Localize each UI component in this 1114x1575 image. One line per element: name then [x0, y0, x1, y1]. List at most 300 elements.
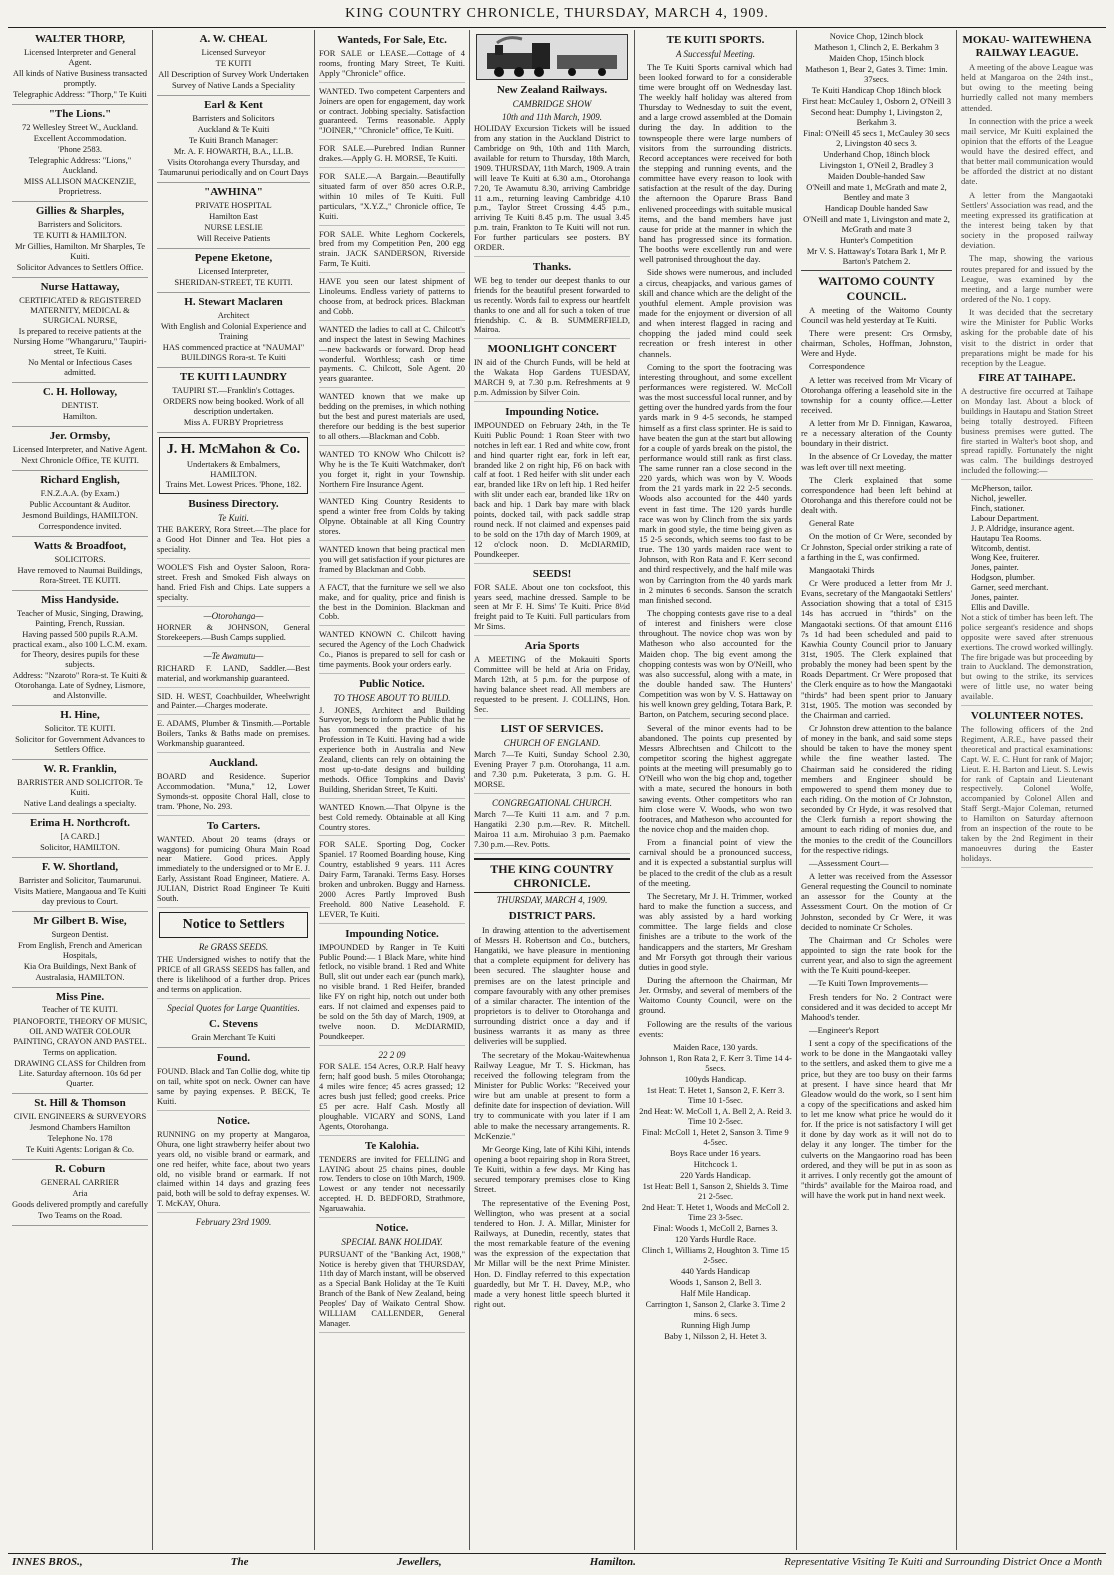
result-line: Running High Jump: [681, 1320, 750, 1331]
col2-ad-line: Hamilton East: [209, 211, 258, 222]
col1-ad-line: Teacher of Music, Singing, Drawing, Painting, French, Russian.: [16, 608, 144, 629]
col1-ad-line: BARRISTER AND SOLICITOR. Te Kuiti.: [17, 777, 143, 798]
col1-ad-line: Address: "Nzaroto" Rora-st. Te Kuiti & Otorohanga. Late of Sydney, Lismore, and Alstonville.: [12, 670, 148, 701]
result-line: O'Neill and mate 1, Livingston and mate 2, McGrath and mate 3: [803, 214, 950, 235]
col1-ad-name: Erima H. Northcroft.: [30, 817, 130, 830]
col2-ad-line: Licensed Interpreter,: [198, 266, 269, 277]
fire-list-item: Wong Kee, fruiterer.: [971, 553, 1040, 563]
col1-ad-line: Native Land dealings a specialty.: [23, 798, 137, 809]
col1-ad-line: Have removed to Naumai Buildings, Rora-Street. TE KUITI.: [17, 565, 143, 586]
col1-ad-name: Watts & Broadfoot,: [33, 540, 127, 553]
footer-mid3: Hamilton.: [589, 1556, 636, 1569]
sports-paragraph: Following are the results of the various events:: [639, 1018, 792, 1039]
impound-date-3: 22 2 09: [378, 1049, 406, 1060]
stevens-line: Grain Merchant Te Kuiti: [191, 1032, 276, 1043]
col2-ad-name: H. Stewart Maclaren: [184, 296, 283, 309]
bank-holiday-sub: SPECIAL BANK HOLIDAY.: [341, 1237, 443, 1248]
aria-sports-text: A MEETING of the Mokauiti Sports Committee will be held at Aria on Friday, March 12th, at 5 p.m. for the purpose of having balance sheet read. All members are requested to be present. J. COLLINS, Hon. Sec.: [474, 655, 630, 718]
col2-ad-line: All Description of Survey Work Undertaken: [158, 69, 309, 79]
sports-sub: A Successful Meeting.: [675, 48, 756, 59]
col2-ad-name: A. W. CHEAL: [199, 33, 268, 45]
volunteer-text: The following officers of the 2nd Regiment, A.R.E., have passed their theoretical and practical examinations: Capt. W. E. C. Hunt for rank of Major; Lieut. E. H. Barton and Lieut. S. Lewis for rank of Captain and Lieutenant respectively. Colonel Wolfe, accompanied by Colonel Allen and Staff Sergt.-Major Coleman, returned to Hamilton on Saturday afternoon from an inspection of the route to be taken by the 2nd Regiment in their manoeuvres during the Easter holidays.: [961, 725, 1093, 868]
result-line: Carrington 1, Sanson 2, Clarke 3. Time 2 mins. 6 secs.: [645, 1299, 786, 1320]
seeds-text: FOR SALE. About one ton cocksfoot, this years seed, machine dressed. Sample to be seen at Mr F. H. Sims' Te Kuiti. Price 8½d freight paid to Te Kuiti. Full particulars from Mr Sims.: [474, 583, 630, 637]
col1-ad-name: WALTER THORP,: [34, 33, 126, 45]
col2-ad-name: Earl & Kent: [204, 99, 263, 112]
mcmahon-line1: Undertakers & Embalmers, HAMILTON.: [186, 458, 281, 479]
classified-item: A FACT, that the furniture we sell we also make, and for quality, price and finish is the best in the Dominion. Blackman and Cobb.: [319, 583, 465, 627]
col1-ad-name: F. W. Shortland,: [41, 861, 119, 874]
column-6: [797, 30, 957, 1550]
result-line: Final: O'Neill 45 secs 1, McCauley 30 secs 2, Livingston 40 secs 3.: [803, 128, 950, 149]
impound-title-4: Impounding Notice.: [505, 405, 599, 418]
result-line: Matheson 1, Clinch 2, E. Berkahm 3: [814, 42, 939, 53]
footer-mid1: The: [230, 1556, 249, 1569]
council-paragraph: —Engineer's Report: [809, 1024, 880, 1035]
congregational-text: March 7—Te Kuiti 11 a.m. and 7 p.m. Hangatiki 2.30 p.m.—Rev. R. Mitchell. Mairoa 11 a.m. Mirohuiao 3 p.m. Paemako 7.30 p.m.—Rev. Potts.: [474, 810, 630, 854]
sports-paragraph: Side shows were numerous, and included a circus, cheapjacks, and various games of skill and chance which are the delight of the youthful element. Ample provision was made for the enjoyment or diversion of all and when interest flagged in racing and chopping the jaded mind could seek recreation or fresh interest in other channels.: [639, 267, 792, 359]
col1-ad-line: Public Accountant & Auditor.: [29, 499, 131, 510]
classified-item: HAVE you seen our latest shipment of Linoleums. Endless variety of patterns to choose from, at bedrock prices. Blackman and Cobb.: [319, 277, 465, 321]
classified-item: FOR SALE. White Leghorn Cockerels, bred from my Competition Pen, 200 egg strain. JACK SANDERSON, Riverside Farm, Te Kuiti.: [319, 230, 465, 274]
fire-list-item: Ellis and Daville.: [971, 603, 1030, 613]
col1-ad-line: F.N.Z.A.A. (by Exam.): [40, 488, 120, 499]
district-par: In drawing attention to the advertisement of Messrs H. Robertson and Co., butchers, Hangatiki, we have pleasure in mentioning that a complete equipment for delivery has been secured. The slaughter house and premises are on the latest principle and compare favourably with any other premises of a similar character. The intention of the proprietors is to deliver to Otorohanga and surrounding district once a day and if business warrants it as many as three deliveries will be supplied.: [474, 924, 630, 1047]
col1-ad-line: SOLICITORS.: [54, 554, 106, 565]
col1-ad-name: Jer. Ormsby,: [49, 430, 111, 443]
council-paragraph: A letter was received from Mr Vicary of Otorohanga offering a leasehold site in the township for a county office.—Letter received.: [801, 374, 952, 415]
column-2: [153, 30, 315, 1550]
col2-ad-line: HAS commenced practice at "NAUMAI" BUILDINGS Rora-st. Te Kuiti: [162, 342, 305, 363]
col2-ad-line: Te Kuiti Branch Manager:: [188, 135, 279, 146]
notice-title: Notice.: [217, 1114, 250, 1127]
col1-ad-name: "The Lions.": [48, 108, 112, 121]
bank-holiday-text: PURSUANT of the "Banking Act, 1908," Notice is hereby given that THURSDAY, 11th day of March instant, will be observed as a Special Bank Holiday at the Te Kuiti Branch of the Bank of New Zealand, being Peoples' Day of Waikato Central Show. WILLIAM CALLENDER, General Manager.: [319, 1250, 465, 1333]
col2-ad: [157, 30, 310, 96]
league-paragraph: A meeting of the above League was held at Mangaroa on the 24th inst., but owing to the meeting being hurriedly called not many members attended.: [961, 61, 1093, 113]
col1-ad-line: PIANOFORTE, THEORY OF MUSIC, OIL AND WATER COLOUR PAINTING, CRAYON AND PASTEL.: [12, 1015, 148, 1046]
col1-ad-line: GENERAL CARRIER: [40, 1176, 120, 1187]
col1-ad-line: Excellent Accommodation.: [33, 133, 127, 144]
result-line: 1st Heat: T. Hetet 1, Sanson 2, F. Kerr 3. Time 10 1-5sec.: [646, 1084, 785, 1105]
classified-item: FOR SALE. Sporting Dog, Cocker Spaniel. 17 Roomed Boarding house, King Country, established 9 years. 111 Acres Dairy Farm, Taranaki. Terms Easy. Horses broken and unbroken. Buggy and Harness. 2000 Acres Partly Improved Bush Freehold. 800 Native Leasehold. F. LEVER, Te Kuiti.: [319, 840, 465, 923]
col1-ad-line: Having passed 500 pupils R.A.M. practical exam., also 100 L.C.M. exam. for Theory, desires pupils for these subjects.: [12, 629, 148, 670]
col1-ad-line: Jesmond Chambers Hamilton: [29, 1121, 131, 1132]
fire-list-item: Garner, seed merchant.: [971, 583, 1049, 593]
result-line: Baby 1, Nilsson 2, H. Hetet 3.: [664, 1331, 767, 1342]
council-paragraph: A meeting of the Waitomo County Council was held yesterday at Te Kuiti.: [801, 304, 952, 325]
result-line: First heat: McCauley 1, Osborn 2, O'Neill 3: [801, 96, 952, 107]
classified-item: FOR SALE or LEASE.—Cottage of 4 rooms, fronting Mary Street, Te Kuiti. Apply "Chronicle" office.: [319, 49, 465, 83]
col2-ad-name: TE KUITI LAUNDRY: [179, 371, 288, 384]
col1-ad: [12, 858, 148, 912]
directory-item: WOOLE'S Fish and Oyster Saloon, Rora-street. Fresh and Smoked Fish always on hand. Fried Fish and Chips. Late suppers a specialty.: [157, 563, 310, 607]
council-paragraph: Cr Johnston drew attention to the balance of money in the bank, and said some steps should be taken to have the money spent while the fine weather lasted. The Chairman said he considered the riding members and Engineer should be empowered to spend them money due to each riding. On the motion of Cr Johnston, seconded by Cr Hyde, it was resolved that the Clerk furnish a report showing the amount to each riding of monies due, and the monies to the credit of the Councillors for the respective ridings.: [801, 723, 952, 855]
fire-list-item: Jones, painter.: [971, 563, 1019, 573]
council-paragraph: There were present: Crs Ormsby, chairman, Scholes, Hoffman, Johnston, Were and Hyde.: [801, 327, 952, 359]
railways-text: HOLIDAY Excursion Tickets will be issued from any station in the Auckland District to Cambridge on 9th, 10th and 11th March, available for return to Thursday, 18th March, 1909. THURSDAY, 11th March, 1909. A train will leave Te Kuiti at 6.30 a.m., Otorohanga 7.20, Te Awamutu 8.30, arriving Cambridge 11 a.m., returning leaving Cambridge 4.10 p.m., Taylor Street Crossing 4.45 p.m., arriving Te Kuiti 8.45 p.m. The usual 3.45 p.m. train, Frankton to Te Kuiti will not run. For further particulars see posters. BY ORDER.: [474, 124, 630, 257]
concert-title: MOONLIGHT CONCERT: [487, 343, 617, 356]
col1-ad: [12, 912, 148, 987]
settlers-tail: Special Quotes for Large Quantities.: [167, 1002, 300, 1013]
railways-sub: CAMBRIDGE SHOW: [512, 98, 592, 109]
church-england: CHURCH OF ENGLAND.: [503, 737, 601, 748]
congregational: CONGREGATIONAL CHURCH.: [491, 797, 612, 808]
classified-item: WANTED known that we make up bedding on the premises, in which nothing but the best and purest materials are used, therefore our bedding is the best superior to all others.—Blackman and Cobb.: [319, 392, 465, 446]
grass-seeds-sub: Re GRASS SEEDS.: [198, 942, 269, 953]
column-7: [957, 30, 1097, 1550]
wanteds-title: Wanteds, For Sale, Etc.: [337, 34, 447, 46]
col1-ad-line: Jesmond Buildings, HAMILTON.: [22, 510, 138, 521]
impound-text-4: IMPOUNDED on February 24th, in the Te Kuiti Public Pound: 1 Roan Steer with two notches in left ear. 1 Red and white cow, front and hind quarter right ear, fork in left ear, branded like 2 on right hip, F6 on back with calf at foot. 1 Red heifer with slit under each ear, branded like 1Rv on left hip. 1 Red heifer with slit under each ear, branded like 1Rv on back and hip. 1 Dark bay mare with black points, docked tail, with pack saddle strap round neck. If not claimed and expenses paid to be sold on the 17th day of March 1909, at 12 o'clock noon. D. McDIARMID, Poundkeeper.: [474, 421, 630, 564]
col1-ad-name: Richard English,: [40, 474, 120, 487]
col1-ad-line: All kinds of Native Business transacted promptly.: [12, 68, 148, 89]
business-directory-title: Business Directory.: [188, 497, 279, 510]
notice-date: February 23rd 1909.: [195, 1217, 272, 1228]
fire-list-item: J. P. Aldridge, insurance agent.: [971, 523, 1075, 533]
result-line: Johnson 1, Ron Rata 2, F. Kerr 3. Time 14 4-5secs.: [639, 1052, 792, 1073]
result-line: 220 Yards Handicap.: [680, 1169, 751, 1180]
col1-ad-line: Barristers and Solicitors.: [37, 219, 123, 230]
district-par: The secretary of the Mokau-Waitewhenua Railway League, Mr T. S. Hickman, has received the following telegram from the Minister for Public Works: "Received your wire but am unable at present to form a definite date for inspection of deviation. Will try to communicate with you later if I am able to make the necessary arrangements. R. McKenzie.": [474, 1049, 630, 1141]
col1-ad-line: Telegraphic Address: "Lions," Auckland.: [28, 155, 132, 176]
col2-ad-line: PRIVATE HOSPITAL: [195, 200, 272, 211]
col1-ad-line: Licensed Interpreter and General Agent.: [23, 46, 137, 67]
fire-list-item: Jones, painter.: [971, 593, 1019, 603]
result-line: Final: McColl 1, Hetet 2, Sanson 3. Time 9 4-5sec.: [642, 1126, 789, 1147]
church-england-text: March 7—Te Kuiti, Sunday School 2.30, Evening Prayer 7 p.m. Otorohanga, 11 a.m. and 7.30 p.m. Puketerata, 3 p.m. G. H. MORSE.: [474, 750, 630, 794]
awamutu-heading: —Te Awamutu—: [203, 651, 264, 662]
col1-ad-line: From English, French and American Hospitals,: [18, 940, 142, 961]
classified-item: WANTED known that being practical men you will get satisfaction if your pictures are framed by Blackman and Cobb.: [319, 545, 465, 579]
col1-ad: [12, 30, 148, 105]
fire-list-item: Witcomb, dentist.: [971, 543, 1031, 553]
col1-ad-line: Solicitor. TE KUITI.: [44, 723, 116, 734]
mcmahon-line2: Trains Met. Lowest Prices. 'Phone, 182.: [165, 478, 302, 489]
col1-ad-line: Solicitor, HAMILTON.: [40, 842, 120, 853]
fire-list-item: McPherson, tailor.: [971, 484, 1033, 494]
result-line: Half Mile Handicap.: [680, 1288, 751, 1299]
col1-ad-line: Telegraphic Address: "Thorp," Te Kuiti: [13, 89, 147, 100]
result-line: Hunter's Competition: [839, 235, 914, 246]
mcmahon-ad: [159, 437, 308, 494]
col1-ad-line: 72 Wellesley Street W., Auckland.: [21, 122, 139, 133]
directory-item: RICHARD F. LAND, Saddler.—Best material, and workmanship guaranteed.: [157, 664, 310, 688]
col1-ad-line: MISS ALLISON MACKENZIE, Proprietress.: [23, 176, 137, 197]
col1-ad-line: CERTIFICATED & REGISTERED MATERNITY, MEDICAL & SURGICAL NURSE,: [19, 295, 141, 326]
result-line: Maiden Double-handed Saw: [827, 171, 926, 182]
directory-item: SID. H. WEST, Coachbuilder, Wheelwright and Painter.—Charges moderate.: [157, 692, 310, 716]
fire-list-item: Hautapu Tea Rooms.: [971, 533, 1042, 543]
carters-text: WANTED. About 20 teams (drays or waggons) for pumicing Ohura Main Road near Matiere. Good prices. Apply immediately to the undersigned or to Mr E. J. Early, Assistant Road Engineer, Matiere. A. JULIAN, District Road Engineer Te Kuiti South.: [157, 835, 310, 908]
col2-ad-line: Barristers and Solicitors: [192, 113, 275, 123]
league-title: MOKAU- WAITEWHENA RAILWAY LEAGUE.: [962, 34, 1092, 59]
directory-item: HORNER & JOHNSON, General Storekeepers.—Bush Camps supplied.: [157, 623, 310, 647]
railways-dates: 10th and 11th March, 1909.: [502, 111, 602, 122]
league-paragraph: A letter from the Mangaotaki Settlers' Association was read, and the meeting expressed its gratification at the interest being taken by that society in the proposed railway deviation.: [961, 189, 1093, 251]
council-paragraph: —Assessment Court—: [809, 857, 889, 868]
masthead: KING COUNTRY CHRONICLE, THURSDAY, MARCH 4, 1909.: [8, 6, 1106, 28]
aria-sports-title: Aria Sports: [524, 640, 580, 653]
sports-paragraph: From a financial point of view the carnival should be a pronounced success, and it is expected a substantial surplus will be placed to the credit of the club as a result of the meeting.: [639, 837, 792, 888]
result-line: Handicap Double handed Saw: [824, 203, 929, 214]
impound-text-3: IMPOUNDED by Ranger in Te Kuiti Public Pound:— 1 Black Mare, white hind fetlock, no visible brand. 1 Red and White Bull, slit out under each ear (punch mark), no visible brand. 1 Red Heifer, branded like FY on right hip, notch out under both ears. If not claimed and expenses paid to be sold on the 5th day of March, 1909, at twelve noon. D. McDIARMID, Poundkeeper.: [319, 943, 465, 1046]
vicary-forsale: FOR SALE. 154 Acres, O.R.P. Half heavy fern; half good bush. 5 miles Otorohanga; 4 miles wire fence; 45 acres grassed; 12 acres bush just felled; good creeks. Price £5 per acre. Half Cash. Mostly all ploughable. VICARY and SONS, Land Agents, Otorohanga.: [319, 1062, 465, 1135]
col2-ad-line: Licensed Surveyor: [201, 46, 266, 57]
col2-ad-line: NURSE LESLIE: [204, 222, 263, 233]
col1-ad-name: W. R. Franklin,: [43, 763, 117, 776]
council-paragraph: In the absence of Cr Loveday, the matter was left over till next meeting.: [801, 451, 952, 472]
fire-list-item: Finch, stationer.: [971, 503, 1025, 513]
public-notice-text: J. JONES, Architect and Building Surveyor, begs to inform the Public that he has commenced the practice of his Profession in Te Kuiti. Having had a wide experience both in Australia and New Zealand, clients can rely on obtaining the most up-to-date designs and building methods. Office Tompkins and Davis' Building, Sheridan Street, Te Kuiti.: [319, 706, 465, 799]
col1-ad-line: Aria: [72, 1187, 88, 1198]
kalohia-text: TENDERS are invited for FELLING and LAYING about 25 chains pines, double row. Tenders to close on 10th March, 1909. Lowest or any tender not necessarily accepted. H. D. BEDFORD, Strathmore, Ngaruawahia.: [319, 1155, 465, 1218]
fire-list-item: Hodgson, plumber.: [971, 573, 1035, 583]
col1-ad-line: 'Phone 2583.: [57, 144, 103, 155]
footer-ad: [8, 1553, 1106, 1571]
column-4: [470, 30, 635, 1550]
col1-ad-line: Two Teams on the Road.: [37, 1209, 123, 1220]
chronicle-date: THURSDAY, MARCH 4, 1909.: [496, 895, 608, 906]
seeds-title: SEEDS!: [532, 567, 572, 580]
col1-ad-line: Correspondence invited.: [38, 521, 122, 532]
result-line: 440 Yards Handicap: [681, 1266, 750, 1277]
fire-tail: Not a stick of timber has been left. The police sergeant's residence and shops opposite were saved after strenuous exertions. The crowd worked willingly. The fire brigade was but proceeding by train to Auckland. The demonstration, but owing to the strike, its services were of little use, no water being available.: [961, 613, 1093, 706]
col2-ad-line: ORDERS now being booked. Work of all description undertaken.: [162, 396, 305, 417]
result-line: 100yds Handicap.: [684, 1073, 747, 1084]
classified-item: WANTED Known.—That Olpyne is the best Cold remedy. Obtainable at all King Country stores.: [319, 803, 465, 837]
council-paragraph: The Chairman and Cr Scholes were appointed to sign the rate book for the current year, and also to sign the agreement with the Te Kuiti pound-keeper.: [801, 934, 952, 976]
council-paragraph: A letter from Mr D. Finnigan, Kawaroa, re a necessary alteration of the County boundary in their district.: [801, 418, 952, 449]
council-paragraph: On the motion of Cr Were, seconded by Cr Johnston, Special order striking a rate of a farthing in the £, was confirmed.: [801, 531, 952, 562]
locomotive-icon: [477, 35, 627, 79]
council-paragraph: A letter was received from the Assessor General requesting the Council to nominate an assessor for the County at the Assessment Court. On the motion of Cr Johnston, seconded by Cr Were, it was decided to nominate Cr Scholes.: [801, 870, 952, 932]
result-line: Novice Chop, 12inch block: [829, 31, 924, 41]
col2-ad-line: Will Receive Patients: [196, 233, 271, 244]
col1-ad-line: CIVIL ENGINEERS & SURVEYORS: [13, 1110, 147, 1121]
otorohanga-heading: —Otorohanga—: [203, 610, 264, 621]
col2-ad-line: SHERIDAN-STREET, TE KUITI.: [174, 277, 293, 288]
notice-to-settlers-title: Notice to Settlers: [159, 912, 308, 939]
thanks-title: Thanks.: [532, 260, 572, 273]
result-line: Livingston 1, O'Neil 2, Bradley 3: [819, 160, 934, 171]
sports-title: TE KUITI SPORTS.: [666, 34, 765, 46]
result-line: Underhand Chop, 18inch block: [823, 149, 930, 160]
auckland-heading: Auckland.: [209, 757, 258, 770]
classified-item: FOR SALE.—A Bargain.—Beautifully situated farm of over 850 acres O.R.P., within 10 miles of Te Kuiti. Full particulars, "X.Y.Z.," Chronicle office, Te Kuiti.: [319, 172, 465, 226]
council-paragraph: Correspondence: [809, 361, 865, 372]
result-line: 2nd Heat: T. Hetet 1, Woods and McColl 2. Time 23 3-5sec.: [641, 1202, 790, 1223]
result-line: Matheson 1, Bear 2, Gates 3. Time: 1min. 37secs.: [805, 64, 948, 85]
col1-ad: [12, 706, 148, 760]
result-line: 2nd Heat: W. McColl 1, A. Bell 2, A. Reid 3. Time 10 2-5sec.: [639, 1105, 792, 1126]
fire-list-item: Labour Department.: [971, 513, 1039, 523]
col2-ad-line: Auckland & Te Kuiti: [197, 124, 270, 135]
directory-item: BOARD and Residence. Superior Accommodation. "Muna," 12, Lower Symonds-st. opposite Choral Hall, close to tram. 'Phone, No. 293.: [157, 772, 310, 816]
footer-mid2: Jewellers,: [396, 1556, 442, 1569]
col2-ad-name: "AWHINA": [204, 186, 263, 199]
result-line: Te Kuiti Handicap Chop 18inch block: [811, 85, 942, 96]
sports-paragraph: Several of the minor events had to be abandoned. The points cup presented by Messrs Albrechtsen and Chilcott to the competitor scoring the highest aggregate points at the meeting will presumably go to O'Neill who won the big chop and, together with a mate, secured the honours in both sawing events. Other competitors who ran him close were V. Woods, who won two footraces, and Matheson who accounted for the novice chop and the maiden chop.: [639, 722, 792, 834]
footer-right: Representative Visiting Te Kuiti and Surrounding District Once a Month: [784, 1556, 1102, 1569]
col1-ad: [12, 278, 148, 383]
sports-paragraph: During the afternoon the Chairman, Mr Jer. Ormsby, and several of members of the Waitomo County Council, were on the ground.: [639, 974, 792, 1016]
col2-ad-line: Mr. A. F. HOWARTH, B.A., LL.B.: [173, 146, 294, 157]
col1-ad-line: Visits Matiere, Mangaoua and Te Kuiti day previous to Court.: [13, 886, 147, 907]
fire-list-item: Nichol, jeweller.: [971, 494, 1027, 504]
directory-item: THE BAKERY, Rora Street.—The place for a Good Hot Dinner and Tea. Hot pies a speciality.: [157, 525, 310, 559]
col2-ad-line: Survey of Native Lands a Speciality: [172, 80, 295, 91]
col1-ad: [12, 105, 148, 202]
col1-ad-name: Miss Pine.: [55, 990, 105, 1003]
result-line: Second heat: Dumphy 1, Livingston 2, Berkahm 3.: [810, 107, 943, 128]
business-directory-place: Te Kuiti.: [218, 512, 249, 523]
result-line: 120 Yards Hurdle Race.: [675, 1234, 756, 1245]
notice-text: RUNNING on my property at Mangaroa, Ohura, one light strawberry heifer about two years old, no visible brand or earmark, and one red heifer, white face, about two years old, no visible brand or earmark. If not claimed within 14 days and grazing fees paid, both will be sold to defray expenses. W. T. McKAY, Ohura.: [157, 1130, 310, 1213]
chronicle-title: THE KING COUNTRY CHRONICLE.: [474, 858, 630, 893]
col1-ad-line: Kia Ora Buildings, Next Bank of Australasia, HAMILTON.: [23, 961, 137, 982]
fire-title: FIRE AT TAIHAPE.: [978, 372, 1076, 385]
concert-text: IN aid of the Church Funds, will be held at the Wakata Hop Gardens TUESDAY, MARCH 9, at 7.30 p.m. Refreshments at 9 p.m. Admission by Silver Coin.: [474, 358, 630, 402]
col1-ad-name: St. Hill & Thomson: [34, 1096, 126, 1109]
col1-ad-line: Licensed Interpreter, and Native Agent.: [12, 444, 148, 455]
col1-ad: [12, 988, 148, 1094]
col1-ad-name: Nurse Hattaway,: [40, 281, 120, 294]
fire-text: A destructive fire occurred at Taihape on Monday last. About a block of buildings in Hautapu and Station Street being totally destroyed. Fifteen business premises were gutted. The fire started in Walter's boot shop, and spread rapidly. Fortunately the night was calm. The buildings destroyed included the following:—: [961, 387, 1093, 480]
col1-ad-line: Terms on application.: [43, 1046, 117, 1057]
railways-title: New Zealand Railways.: [496, 84, 608, 96]
council-paragraph: Fresh tenders for No. 2 Contract were considered and it was decided to accept Mr Mahood's tender.: [801, 991, 952, 1022]
mcmahon-name: J. H. McMahon & Co.: [166, 442, 301, 458]
district-pars-title: DISTRICT PARS.: [508, 909, 596, 922]
col1-ad-line: Next Chronicle Office, TE KUITI.: [21, 455, 139, 466]
col2-ad-line: Visits Otorohanga every Thursday, and Taumarunui periodically and on Court Days: [158, 157, 309, 178]
directory-item: E. ADAMS, Plumber & Tinsmith.—Portable Boilers, Tanks & Baths made on premises. Workmanship guaranteed.: [157, 719, 310, 753]
col2-ad-line: Architect: [217, 310, 250, 321]
col1-ad: [12, 1094, 148, 1160]
col2-ad: [157, 293, 310, 368]
result-line: Maiden Race, 130 yards.: [673, 1041, 758, 1052]
col2-ad: [157, 183, 310, 249]
col1-ad-line: Mr Gillies, Hamilton. Mr Sharples, Te Kuiti.: [14, 241, 146, 262]
footer-left: INNES BROS.,: [12, 1556, 83, 1569]
train-illustration: [476, 34, 628, 80]
sports-paragraph: The Te Kuiti Sports carnival which had been looked forward to for a considerable time were brought off on Wednesday last. The weekly half holiday was altered from Thursday to Wednesday to suit the event, and a large crowd assembled at the Domain during the day. In addition to the townspeople there were large numbers of visitors from the surrounding districts. Record acceptances were received for both the stepping and running events, and the committee have every reason to look with satisfaction at the result of the day. During the afternoon the Oparure Brass Band enlivened proceedings with suitable musical items, and the band members have just cause for pride at the manner in which the band has progressed since its formation. The booths were excellently run and were well patronised throughout the day.: [639, 61, 792, 265]
col1-ad-line: DENTIST.: [61, 400, 99, 411]
sports-paragraph: The Secretary, Mr J. H. Trimmer, worked hard to make the function a success, and was ably assisted by a hard working committee. The large fields and close finishes are a tribute to the work of the handicappers and the starters, Mr Gresham and Mr Forsyth got through their various duties in good style.: [639, 890, 792, 972]
col1-ad-name: Gillies & Sharples,: [35, 205, 125, 218]
district-par: Mr George King, late of Kihi Kihi, intends opening a boot repairing shop in Rora Street, Te Kuiti, within a few days. Mr King has secured temporary premises close to King Street.: [474, 1143, 630, 1195]
district-par: The representative of the Evening Post, Wellington, who was present at a social tendered to Hon. J. A. Millar, Minister for Railways, at Dunedin, recently, states that the most remarkable feature of the evening was the expression of the expectation that Mr Millar will be the next Prime Minister. Hon. D. Findlay referred to this expectation guardedly, but Mr T. H. Davey, M.P., who made a very honest little speech blurted it right out.: [474, 1197, 630, 1309]
council-paragraph: I sent a copy of the specifications of the work to be done in the Mangaotaki valley to the settlers, and asked them to give me a price, but they are too busy on their farms at present. I have since heard that Mr Gleadow would do the work, so I sent him a copy of the specifications and asked him to let me know what price he would do it for. If the price is not satisfactory I will get it done by day work as it will not do to delay it any longer. The timber for the culverts on the Mangaorino road has been ordered, and they will be put in as soon as it arrives. I only recently got the amount of "thirds" available for the Mairoa road, and will have the work put in hand next week.: [801, 1038, 952, 1201]
thanks-text: WE beg to tender our deepest thanks to our friends for the beautiful present forwarded to us recently. Words fail to express our heartfelt thanks to one and all for such a token of true friendship. C. & B. SUMMERFIELD, Mairoa.: [474, 276, 630, 339]
found-text: FOUND. Black and Tan Collie dog, white tip on tail, white spot on neck. Owner can have same by paying expenses. P. BECK, Te Kuiti.: [157, 1067, 310, 1111]
council-paragraph: Cr Were produced a letter from Mr J. Evans, secretary of the Mangaotaki Settlers' Association showing that a total of £315 14s has accrued in "thirds" on the Mangaotaki sections. Of that amount £116 7s 1d had been scheduled and paid to Kawhia County Council prior to January 31st, 1905. The Clerk explained that probably the money had been spent by the Roads Department. Cr Were proposed that the Clerk enquire as to how the Mangaotaki "thirds" had been spent prior to January 31st, 1905. The motion was seconded by the Chairman and carried.: [801, 578, 952, 720]
col1-ad-line: Goods delivered promptly and carefully: [12, 1198, 148, 1209]
classified-item: FOR SALE.—Purebred Indian Runner drakes.—Apply G. H. MORSE, Te Kuiti.: [319, 144, 465, 168]
column-1: [8, 30, 153, 1550]
council-title: WAITOMO COUNTY COUNCIL.: [801, 270, 952, 302]
classified-item: WANTED KNOWN C. Chilcott having secured the Agency of the Loch Chadwick Co., Pianos is prepared to sell for cash or time payments. Book your orders early.: [319, 630, 465, 674]
col2-ad: [157, 249, 310, 293]
col1-ad-line: Barrister and Solicitor, Taumarunui.: [18, 875, 142, 886]
col2-ad-line: With English and Colonial Experience and Training: [160, 321, 307, 342]
col1-ad-name: Miss Handyside.: [41, 594, 119, 607]
league-paragraph: The map, showing the various routes prepared for and issued by the League, was examined by the meeting, and a large number were ordered of the No. 1 copy.: [961, 253, 1093, 305]
col1-ad: [12, 383, 148, 427]
col1-ad-line: DRAWING CLASS for Children from Lite. Saturday afternoon. 10s 6d per Quarter.: [14, 1057, 146, 1088]
kalohia-title: Te Kalohia.: [365, 1139, 419, 1152]
col1-ad: [12, 814, 148, 858]
col1-ad-name: Mr Gilbert B. Wise,: [33, 915, 127, 928]
council-paragraph: Mangaotaki Thirds: [809, 564, 875, 575]
classified-item: WANTED King Country Residents to spend a winter free from Colds by taking Olpyne. Obtainable at all King Country stores.: [319, 497, 465, 541]
col1-ad-line: Hamilton.: [62, 411, 98, 422]
col1-ad: [12, 591, 148, 706]
public-notice-sub: TO THOSE ABOUT TO BUILD.: [333, 692, 451, 703]
volunteer-title: VOLUNTEER NOTES.: [970, 710, 1084, 723]
classified-item: WANTED TO KNOW Who Chilcott is? Why he is the Te Kuiti Watchmaker, don't you forget it, right in your Township. Northern Fire Insurance Agent.: [319, 450, 465, 494]
result-line: Boys Race under 16 years.: [670, 1147, 761, 1158]
col1-ad-name: C. H. Holloway,: [42, 386, 118, 399]
result-line: Woods 1, Sanson 2, Bell 3.: [669, 1277, 762, 1288]
impound-title-3: Impounding Notice.: [345, 927, 439, 940]
col1-ad-line: Surgeon Dentist.: [51, 929, 109, 940]
col2-ad: [157, 96, 310, 183]
col2-ad-line: TAUPIRI ST.—Franklin's Cottages.: [172, 385, 295, 396]
carters-title: To Carters.: [206, 819, 261, 832]
result-line: 1st Heat: Bell 1, Sanson 2, Shields 3. Time 21 2-5sec.: [642, 1181, 789, 1202]
col1-ad-line: Telephone No. 178: [47, 1132, 113, 1143]
column-5: [635, 30, 797, 1550]
bank-notice-title: Notice.: [375, 1222, 409, 1235]
col1-ad: [12, 202, 148, 278]
result-line: Hitchcock 1.: [693, 1158, 738, 1169]
sports-paragraph: The chopping contests gave rise to a deal of interest and finishers were close throughout. The novice chop was won by Matheson who also accounted for the Maiden chop. The big event among the chopping contests was won by O'Neill, who was also successful, along with a mate, in the double handed saw. The Hunters' Competition was won by V. S. Hattaway on his well known grey gelding, Totara Bark, P. Barton, on Patchem, securing second place.: [639, 608, 792, 720]
col1-ad: [12, 427, 148, 471]
col1-ad-line: Te Kuiti Agents: Lorigan & Co.: [25, 1143, 134, 1154]
services-title: LIST OF SERVICES.: [500, 722, 604, 735]
settlers-text: THE Undersigned wishes to notify that the PRICE of all GRASS SEEDS has fallen, and there is likelihood of a further drop. Prices and terms on application.: [157, 955, 310, 999]
col2-ad-line: Miss A. FURBY Proprietress: [183, 417, 284, 428]
classified-item: WANTED. Two competent Carpenters and Joiners are open for engagement, day work or contract. Jobbing specialty. Satisfaction guaranteed. Terms reasonable. Apply "JOINER," "Chronicle" office, Te Kuiti.: [319, 87, 465, 141]
result-line: O'Neill and mate 1, McGrath and mate 2, Bentley and mate 3: [806, 182, 947, 203]
col1-ad-line: Solicitor Advances to Settlers Office.: [16, 262, 144, 273]
col1-ad: [12, 537, 148, 591]
col1-ad-line: Is prepared to receive patients at the Nursing Home "Whangaruru," Taupiri-street, Te Kuiti.: [13, 326, 147, 357]
col1-ad-line: TE KUITI & HAMILTON.: [33, 230, 127, 241]
council-paragraph: The Clerk explained that some correspondence had been left behind at Otorohanga and this therefore could not be dealt with.: [801, 474, 952, 516]
col1-ad-line: Teacher of TE KUITI.: [42, 1004, 118, 1015]
col1-ad-line: No Mental or Infectious Cases admitted.: [28, 357, 132, 378]
league-paragraph: It was decided that the secretary wire the Minister for Public Works asking for the probable date of his visit to the district in order that preparations might be made for his reception by the League.: [961, 307, 1093, 368]
found-title: Found.: [216, 1052, 251, 1065]
council-paragraph: General Rate: [809, 518, 855, 529]
col1-ad: [12, 1160, 148, 1226]
col2-ad-name: Pepene Eketone,: [194, 252, 273, 265]
col2-ad: [157, 368, 310, 433]
classified-item: WANTED the ladies to call at C. Chilcott's and inspect the latest in Sewing Machines—new backwards or forward. Drop head wonderful. Worthless; cash or time payments. C. Chilcott, Sole Agent. 20 years guarantee.: [319, 325, 465, 388]
col1-ad-name: H. Hine,: [60, 709, 100, 722]
col1-ad-line: [A CARD.]: [60, 831, 100, 842]
result-line: Final: Woods 1, McColl 2, Barnes 3.: [653, 1223, 778, 1234]
result-line: Maiden Chop, 15inch block: [829, 53, 924, 64]
league-paragraph: In connection with the price a week mail service, Mr Kuiti explained the opinion that the efforts of the League would have the desired effect, and that better mail communication would be afforded the district at no distant date.: [961, 115, 1093, 187]
col1-ad: [12, 760, 148, 814]
col1-ad-name: R. Coburn: [54, 1162, 106, 1175]
result-line: Clinch 1, Williams 2, Houghton 3. Time 15 2-5sec.: [641, 1245, 790, 1266]
council-paragraph: —Te Kuiti Town Improvements—: [809, 978, 928, 989]
